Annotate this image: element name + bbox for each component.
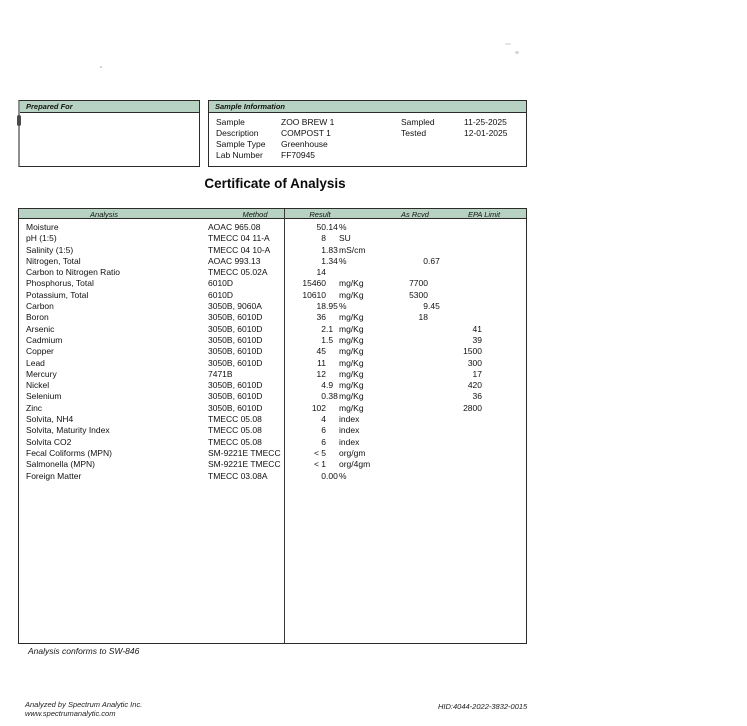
cell-unit: org/4gm bbox=[339, 459, 371, 470]
cell-result: 0 .00 bbox=[321, 470, 338, 481]
cell-analysis: Copper bbox=[26, 346, 54, 357]
cell-unit: mg/Kg bbox=[339, 380, 364, 391]
results-table bbox=[18, 208, 527, 644]
cell-method: TMECC 05.02A bbox=[208, 267, 268, 278]
sample-field-row bbox=[209, 150, 526, 161]
cell-method: 3050B, 6010D bbox=[208, 323, 263, 334]
cell-analysis: Moisture bbox=[26, 222, 59, 232]
cell-unit: % bbox=[339, 470, 347, 481]
field-value: COMPOST 1 bbox=[281, 128, 331, 138]
column-header-as-rcvd: As Rcvd bbox=[401, 210, 429, 219]
table-row bbox=[19, 448, 526, 459]
cell-analysis: Cadmium bbox=[26, 334, 63, 345]
cell-unit: SU bbox=[339, 233, 351, 244]
cell-method: 3050B, 6010D bbox=[208, 391, 263, 402]
cell-epa-limit: 1500 bbox=[463, 346, 482, 357]
date-label: Sampled bbox=[401, 117, 435, 127]
table-row bbox=[19, 459, 526, 470]
sample-field-row bbox=[209, 128, 526, 139]
table-row bbox=[19, 222, 526, 233]
cell-result: 2 .1 bbox=[321, 323, 334, 334]
cell-as-rcvd: 18 bbox=[418, 312, 428, 323]
table-row bbox=[19, 335, 526, 346]
cell-method: TMECC 04 10-A bbox=[208, 244, 271, 255]
cell-analysis: Carbon bbox=[26, 301, 54, 312]
date-label: Tested bbox=[401, 128, 427, 138]
cell-unit: mg/Kg bbox=[339, 312, 364, 323]
cell-unit: % bbox=[339, 301, 347, 312]
cell-analysis: Nitrogen, Total bbox=[26, 255, 81, 266]
cell-method: TMECC 05.08 bbox=[208, 436, 262, 447]
cell-analysis: Mercury bbox=[26, 368, 57, 379]
cell-method: 7471B bbox=[208, 368, 233, 379]
table-body bbox=[19, 222, 526, 482]
sample-field-row bbox=[209, 117, 526, 128]
field-value: ZOO BREW 1 bbox=[281, 117, 335, 127]
cell-unit: mg/Kg bbox=[339, 323, 364, 334]
sample-information-box bbox=[208, 100, 527, 167]
cell-analysis: Nickel bbox=[26, 380, 50, 391]
cell-result: 14 bbox=[316, 267, 326, 278]
cell-method: TMECC 05.08 bbox=[208, 425, 262, 436]
cell-method: 3050B, 6010D bbox=[208, 334, 263, 345]
field-label: Sample Type bbox=[216, 139, 266, 149]
cell-result: 45 bbox=[316, 346, 326, 357]
table-row bbox=[19, 245, 526, 256]
date-value: 11-25-2025 bbox=[464, 117, 507, 127]
cell-epa-limit: 39 bbox=[472, 334, 482, 345]
scan-artifact-blob bbox=[17, 115, 21, 126]
cell-analysis: pH (1:5) bbox=[26, 233, 57, 244]
table-row bbox=[19, 391, 526, 402]
cell-unit: % bbox=[339, 222, 347, 232]
cell-result: 36 bbox=[316, 312, 326, 323]
cell-unit: mg/Kg bbox=[339, 357, 364, 368]
cell-analysis: Selenium bbox=[26, 391, 62, 402]
table-row bbox=[19, 414, 526, 425]
cell-analysis: Salinity (1:5) bbox=[26, 244, 74, 255]
cell-method: 6010D bbox=[208, 278, 234, 289]
cell-result: 4 .9 bbox=[321, 380, 334, 391]
field-value: Greenhouse bbox=[281, 139, 328, 149]
table-row bbox=[19, 324, 526, 335]
prepared-for-title: Prepared For bbox=[26, 102, 73, 111]
cell-analysis: Potassium, Total bbox=[26, 289, 89, 300]
cell-as-rcvd: 5300 bbox=[409, 289, 428, 300]
cell-method: TMECC 05.08 bbox=[208, 414, 262, 425]
cell-result: < 1 bbox=[313, 459, 326, 470]
table-row bbox=[19, 369, 526, 380]
cell-analysis: Solvita CO2 bbox=[26, 436, 72, 447]
cell-unit: index bbox=[339, 425, 360, 436]
field-label: Sample bbox=[216, 117, 245, 127]
table-header-row bbox=[19, 209, 526, 219]
table-row bbox=[19, 312, 526, 323]
cell-analysis: Solvita, NH4 bbox=[26, 414, 74, 425]
conforms-note: Analysis conforms to SW-846 bbox=[28, 646, 140, 656]
table-row bbox=[19, 380, 526, 391]
cell-result: 12 bbox=[316, 368, 326, 379]
cell-analysis: Zinc bbox=[26, 402, 43, 413]
scan-artifact-speck bbox=[505, 43, 511, 45]
cell-result: 10610 bbox=[302, 289, 326, 300]
cell-epa-limit: 420 bbox=[467, 380, 482, 391]
cell-result: 1 .34 bbox=[321, 255, 338, 266]
cell-unit: mg/Kg bbox=[339, 289, 364, 300]
prepared-for-box bbox=[18, 100, 200, 167]
table-row bbox=[19, 403, 526, 414]
footer-website: www.spectrumanalytic.com bbox=[25, 709, 116, 718]
cell-analysis: Solvita, Maturity Index bbox=[26, 425, 110, 436]
cell-analysis: Salmonella (MPN) bbox=[26, 459, 95, 470]
cell-unit: mg/Kg bbox=[339, 278, 364, 289]
cell-method: 3050B, 6010D bbox=[208, 312, 263, 323]
scan-artifact-speck bbox=[515, 51, 519, 54]
cell-unit: index bbox=[339, 436, 360, 447]
cell-analysis: Fecal Coliforms (MPN) bbox=[26, 447, 112, 458]
prepared-for-header bbox=[20, 101, 199, 113]
cell-method: TMECC 04 11-A bbox=[208, 233, 270, 244]
cell-epa-limit: 2800 bbox=[463, 402, 482, 413]
cell-method: SM-9221E TMECC bbox=[208, 459, 281, 470]
cell-unit: mg/Kg bbox=[339, 346, 364, 357]
cell-epa-limit: 36 bbox=[472, 391, 482, 402]
table-row bbox=[19, 425, 526, 436]
cell-as-rcvd: 0 .67 bbox=[423, 255, 440, 266]
cell-result: 8 bbox=[321, 233, 326, 244]
column-header-result: Result bbox=[309, 210, 331, 219]
cell-result: 0 .38 bbox=[321, 391, 338, 402]
cell-analysis: Phosphorus, Total bbox=[26, 278, 94, 289]
cell-method: 3050B, 9060A bbox=[208, 301, 262, 312]
cell-as-rcvd: 9 .45 bbox=[423, 301, 440, 312]
cell-analysis: Foreign Matter bbox=[26, 470, 82, 481]
cell-method: 3050B, 6010D bbox=[208, 357, 263, 368]
date-value: 12-01-2025 bbox=[464, 128, 508, 138]
page-title: Certificate of Analysis bbox=[204, 176, 346, 191]
cell-epa-limit: 41 bbox=[472, 323, 482, 334]
cell-result: 4 bbox=[321, 414, 326, 425]
sample-information-title: Sample Information bbox=[215, 102, 286, 111]
footer-hid: HID:4044-2022-3832-0015 bbox=[438, 702, 528, 711]
cell-result: 15460 bbox=[302, 278, 326, 289]
table-row bbox=[19, 471, 526, 482]
table-row bbox=[19, 267, 526, 278]
cell-unit: index bbox=[339, 414, 360, 425]
table-row bbox=[19, 233, 526, 244]
cell-unit: mg/Kg bbox=[339, 391, 364, 402]
cell-unit: mg/Kg bbox=[339, 334, 364, 345]
cell-result: 50 .14 bbox=[316, 222, 338, 232]
table-row bbox=[19, 290, 526, 301]
cell-analysis: Boron bbox=[26, 312, 49, 323]
cell-result: 6 bbox=[321, 436, 326, 447]
footer-analyzed-by: Analyzed by Spectrum Analytic Inc. bbox=[25, 700, 143, 709]
column-header-epa-limit: EPA Limit bbox=[467, 210, 501, 219]
cell-method: 3050B, 6010D bbox=[208, 346, 263, 357]
cell-result: < 5 bbox=[313, 447, 326, 458]
cell-unit: mS/cm bbox=[339, 244, 366, 255]
scan-artifact-dot bbox=[100, 66, 102, 68]
cell-result: 18 .95 bbox=[316, 301, 338, 312]
cell-method: SM-9221E TMECC bbox=[208, 447, 281, 458]
cell-analysis: Arsenic bbox=[26, 323, 55, 334]
sample-field-row bbox=[209, 139, 526, 150]
cell-unit: org/gm bbox=[339, 447, 366, 458]
cell-as-rcvd: 7700 bbox=[409, 278, 428, 289]
table-row bbox=[19, 437, 526, 448]
table-row bbox=[19, 256, 526, 267]
cell-result: 1 .5 bbox=[321, 334, 334, 345]
cell-method: AOAC 993.13 bbox=[208, 255, 261, 266]
sample-information-header bbox=[209, 101, 526, 113]
table-row bbox=[19, 278, 526, 289]
cell-epa-limit: 17 bbox=[472, 368, 482, 379]
table-row bbox=[19, 301, 526, 312]
cell-result: 11 bbox=[317, 357, 326, 368]
cell-unit: mg/Kg bbox=[339, 368, 364, 379]
cell-method: AOAC 965.08 bbox=[208, 222, 261, 232]
cell-analysis: Lead bbox=[26, 357, 45, 368]
field-value: FF70945 bbox=[281, 150, 316, 160]
field-label: Lab Number bbox=[216, 150, 263, 160]
column-header-analysis: Analysis bbox=[90, 210, 118, 219]
field-label: Description bbox=[216, 128, 259, 138]
cell-result: 1 .83 bbox=[321, 244, 338, 255]
cell-epa-limit: 300 bbox=[467, 357, 482, 368]
cell-unit: mg/Kg bbox=[339, 402, 364, 413]
cell-method: TMECC 03.08A bbox=[208, 470, 268, 481]
cell-unit: % bbox=[339, 255, 347, 266]
sample-information-body bbox=[209, 117, 526, 161]
cell-analysis: Carbon to Nitrogen Ratio bbox=[26, 267, 121, 278]
cell-result: 6 bbox=[321, 425, 326, 436]
column-header-method: Method bbox=[242, 210, 268, 219]
cell-method: 3050B, 6010D bbox=[208, 380, 263, 391]
table-row bbox=[19, 346, 526, 357]
cell-method: 6010D bbox=[208, 289, 234, 300]
cell-method: 3050B, 6010D bbox=[208, 402, 263, 413]
table-row bbox=[19, 358, 526, 369]
cell-result: 102 bbox=[311, 402, 326, 413]
